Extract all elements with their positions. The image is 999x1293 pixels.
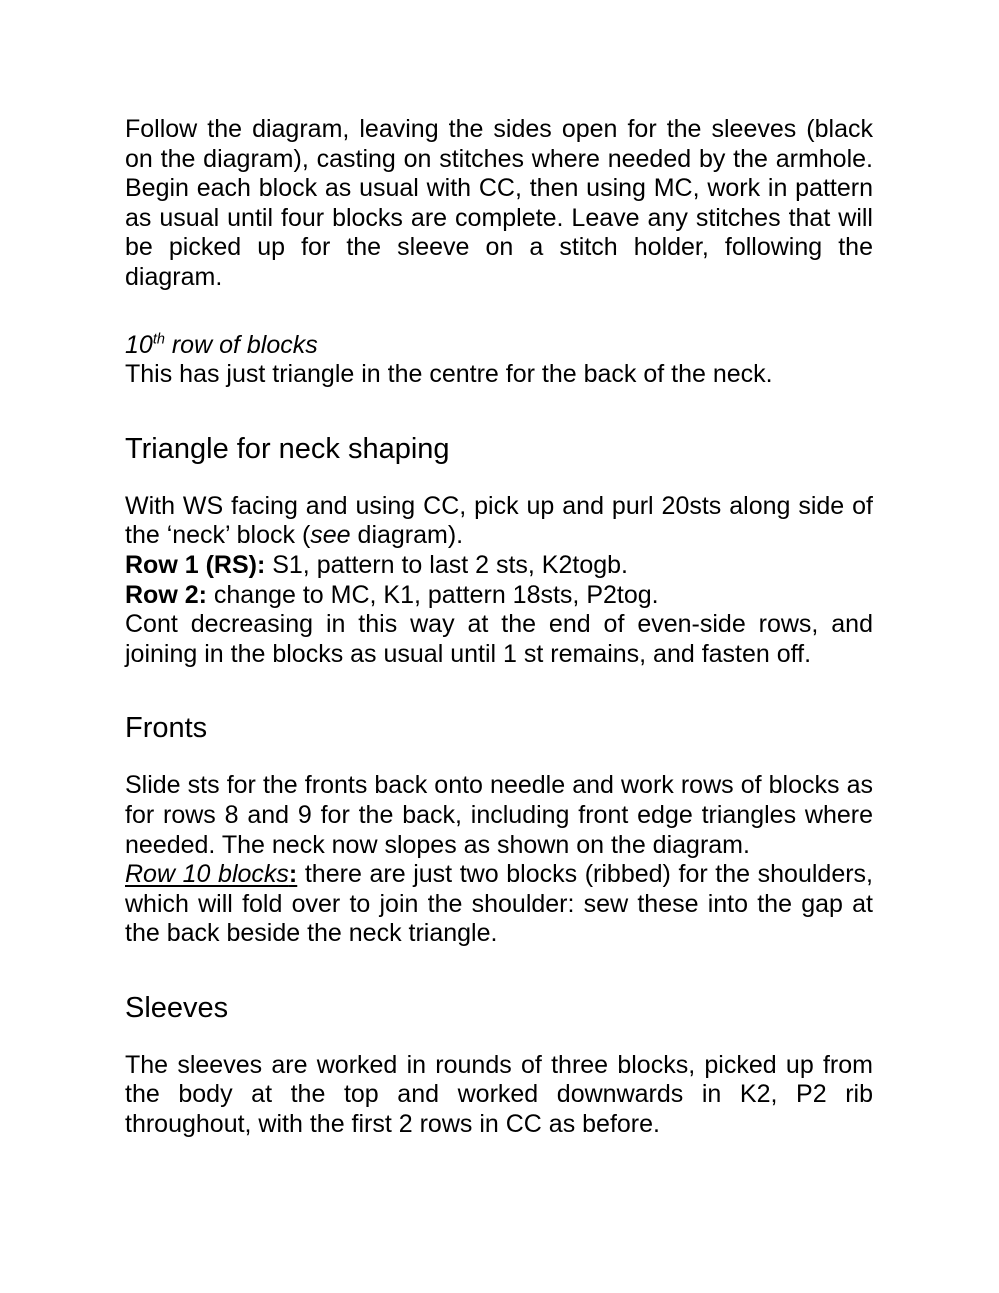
heading-sleeves: Sleeves [125,991,229,1024]
heading-triangle-for-neck-shaping: Triangle for neck shaping [125,432,450,465]
fronts-paragraph: Slide sts for the fronts back onto needle and work rows of blocks as for rows 8 and 9 for the back, including front edge triangles where needed. The neck now slopes as shown on the diagram. Row 10 blocks: there are just two blocks (ribbed) for the shoulders, which will fold over to join the shoulder: sew these into the gap at the back beside the neck triangle. [125,771,873,948]
sleeves-paragraph: The sleeves are worked in rounds of three blocks, picked up from the body at the top and worked downwards in K2, P2 rib throughout, with the first 2 rows in CC as before. [125,1050,873,1139]
neck-shaping-paragraph: With WS facing and using CC, pick up and purl 20sts along side of the ‘neck’ block (see diagram). Row 1 (RS): S1, pattern to last 2 sts, K2togb. Row 2: change to MC, K1, pattern 18sts, P2tog. Cont decreasing in this way at the end of even-side rows, and joining in the blocks as usual until 1 st remains, and fasten off. [125,491,873,668]
heading-fronts: Fronts [125,712,208,745]
intro-paragraph: Follow the diagram, leaving the sides open for the sleeves (black on the diagram), casting on stitches where needed by the armhole. Begin each block as usual with CC, then using MC, work in pattern as usual until four blocks are complete. Leave any stitches that will be picked up for the sleeve on a stitch holder, following the diagram. [125,115,873,291]
document-text-column [125,115,873,1140]
row10-subsection: 10th row of blocks This has just triangle in the centre for the back of the neck. [125,330,773,389]
